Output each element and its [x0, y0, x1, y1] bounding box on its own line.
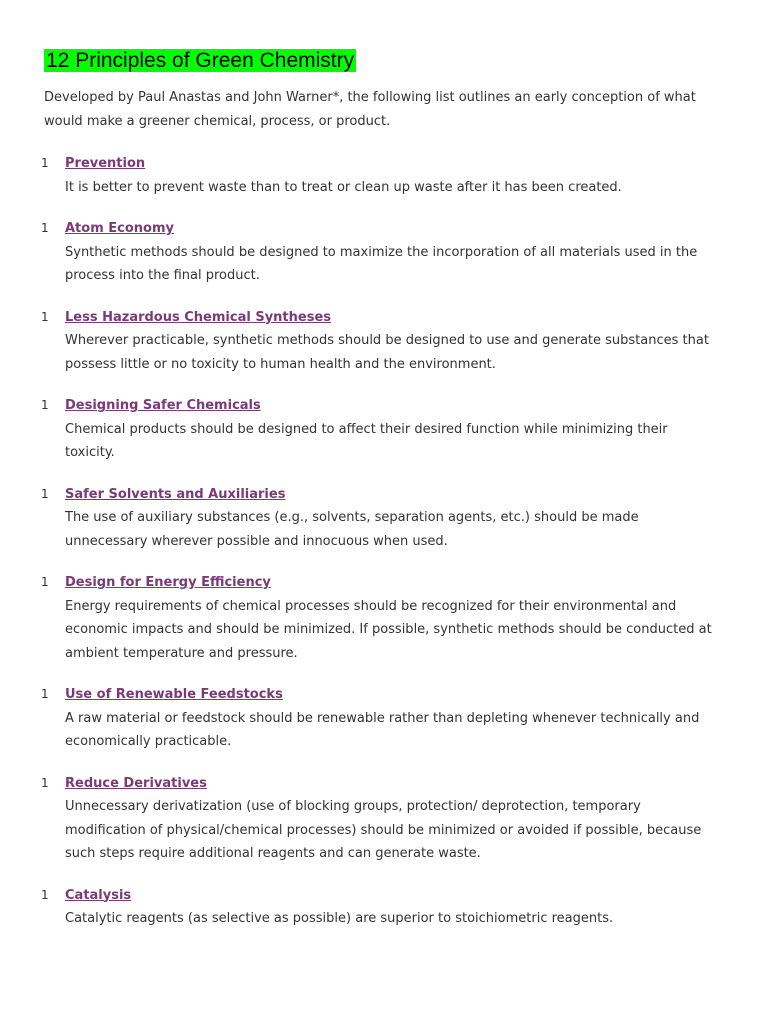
principle-link-reduce-derivatives[interactable]: Reduce Derivatives	[65, 775, 207, 791]
list-bullet: 1	[41, 575, 49, 589]
list-bullet: 1	[41, 156, 49, 170]
list-item	[0, 394, 768, 465]
intro-paragraph: Developed by Paul Anastas and John Warner*, the following list outlines an early conception of what would make a greener chemical, process, or product.	[44, 90, 696, 129]
list-bullet: 1	[41, 687, 49, 701]
principle-link-prevention[interactable]: Prevention	[65, 156, 146, 171]
list-item	[0, 683, 768, 754]
principle-link-atom-economy[interactable]: Atom Economy	[65, 221, 175, 236]
list-bullet: 1	[41, 221, 49, 235]
principle-description: Unnecessary derivatization (use of blocking groups, protection/ deprotection, temporary modification of physical/chemical processes) should be minimized or avoided if possible, because such steps require additional reagents and can generate waste.	[65, 799, 702, 861]
principle-description: Energy requirements of chemical processes should be recognized for their environmental and economic impacts and should be minimized. If possible, synthetic methods should be conducted at ambient temperature and pressure.	[65, 598, 712, 661]
principle-link-renewable-feedstocks[interactable]: Use of Renewable Feedstocks	[65, 687, 283, 702]
principle-description: Wherever practicable, synthetic methods should be designed to use and generate substances that possess little or no toxicity to human health and the environment.	[65, 333, 709, 372]
list-item	[0, 483, 768, 554]
principle-link-less-hazardous-syntheses[interactable]: Less Hazardous Chemical Syntheses	[65, 309, 332, 325]
principles-list	[0, 152, 768, 949]
list-bullet: 1	[41, 486, 49, 501]
list-item	[0, 306, 768, 377]
principle-description: A raw material or feedstock should be renewable rather than depleting whenever technically and economically practicable.	[65, 710, 700, 749]
principle-description: Synthetic methods should be designed to maximize the incorporation of all materials used in the process into the final product.	[65, 244, 698, 283]
page-title-text: 12 Principles of Green Chemistry	[46, 49, 355, 72]
list-item	[0, 152, 768, 199]
principle-description: It is better to prevent waste than to treat or clean up waste after it has been created.	[65, 179, 622, 195]
list-item	[0, 217, 768, 288]
principle-link-energy-efficiency[interactable]: Design for Energy Efficiency	[65, 575, 271, 590]
page-title	[44, 47, 356, 75]
list-bullet: 1	[41, 775, 49, 790]
list-bullet: 1	[41, 309, 49, 324]
list-bullet: 1	[41, 887, 49, 902]
principle-description: The use of auxiliary substances (e.g., solvents, separation agents, etc.) should be made unnecessary wherever possible and innocuous when used.	[65, 510, 639, 549]
list-bullet: 1	[41, 398, 49, 412]
principle-description: Chemical products should be designed to affect their desired function while minimizing their toxicity.	[65, 421, 668, 460]
list-item	[0, 884, 768, 931]
principle-link-safer-solvents[interactable]: Safer Solvents and Auxiliaries	[65, 486, 286, 502]
principle-description: Catalytic reagents (as selective as possible) are superior to stoichiometric reagents.	[65, 911, 614, 926]
list-item	[0, 772, 768, 866]
principle-link-safer-chemicals[interactable]: Designing Safer Chemicals	[65, 398, 261, 413]
list-item	[0, 571, 768, 665]
principle-link-catalysis[interactable]: Catalysis	[65, 887, 132, 903]
